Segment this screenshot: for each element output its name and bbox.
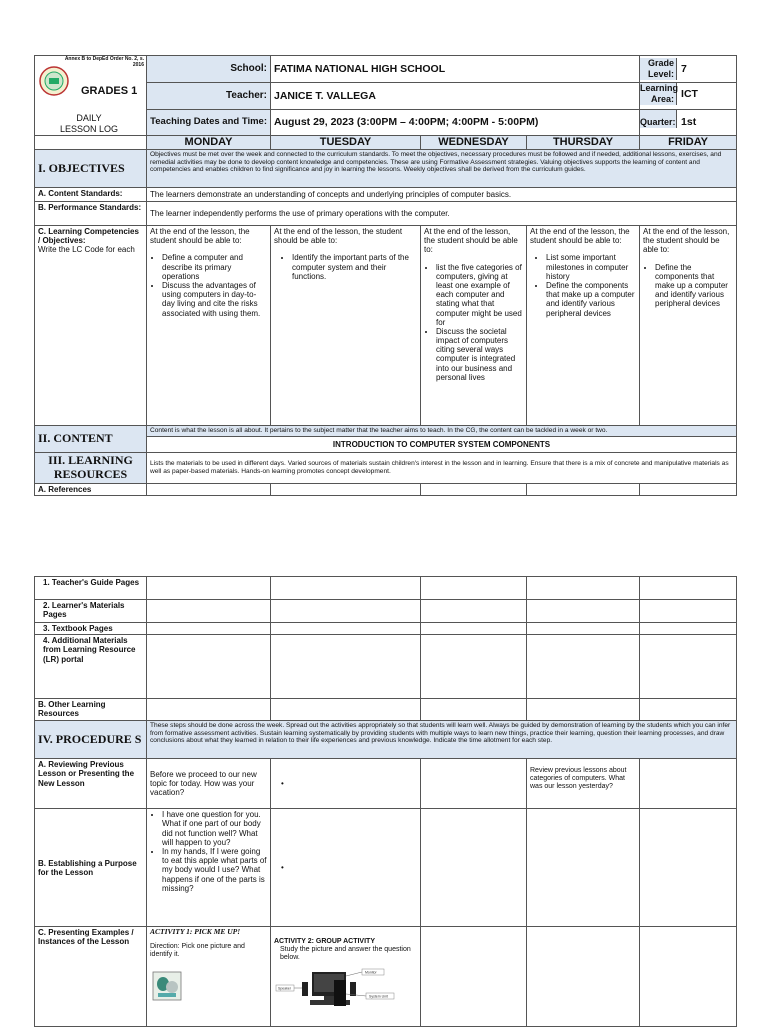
thursday-intro: At the end of the lesson, the student should be able to: (530, 227, 630, 246)
additional-materials-label: 4. Additional Materials from Learning Resource (LR) portal (35, 635, 147, 699)
list-item: • list the five categories of computers, giving at least one example of each computer and stating what that computer might be used for (436, 263, 523, 327)
thursday-objectives (527, 226, 640, 426)
teacher-value: JANICE T. VALLEGA (271, 83, 640, 110)
competencies-sub: Write the LC Code for each (38, 245, 135, 255)
blank-day-corner (35, 136, 147, 150)
computer-system-diagram (274, 966, 398, 1010)
teacher-label: Teacher: (147, 83, 271, 110)
quarter-value: 1st (681, 116, 697, 128)
annex-text: Annex B to DepEd Order No. 2, s. 2016 (64, 56, 144, 68)
school-label: School: (147, 56, 271, 83)
monday-intro: At the end of the lesson, the student should be able to: (150, 227, 250, 246)
list-item: • Discuss the societal impact of computers citing several ways computer is integrated into our business and personal lives (436, 327, 523, 382)
friday-intro: At the end of the lesson, the student should be able to: (643, 227, 730, 255)
list-item: • Identify the important parts of the computer system and their functions. (292, 253, 417, 281)
purpose-label: B. Establishing a Purpose for the Lesson (35, 809, 147, 927)
content-standards-value: The learners demonstrate an understanding of concepts and underlying principles of computer basics. (147, 188, 737, 202)
activity-1-direction: Direction: Pick one picture and identify it. (150, 942, 245, 958)
textbook-pages-label: 3. Textbook Pages (35, 623, 147, 635)
competencies-label: C. Learning Competencies / Objectives: (38, 227, 139, 246)
reviewing-label: A. Reviewing Previous Lesson or Presenting the New Lesson (35, 759, 147, 809)
objectives-note: Objectives must be met over the week and connected to the curriculum standards. To meet the objectives, necessary procedures must be followed and if needed, additional lessons, exercises, and remedial activities may be done to develop content knowledge and competencies. These are using Formative Assessment strategies. Valuing objectives supports the learning of content and competencies and enables children to find significance and joy in learning the lessons. Weekly objectives shall be derived from the curriculum guides. (147, 150, 737, 188)
day-thursday: THURSDAY (527, 136, 640, 150)
monday-objectives (147, 226, 271, 426)
reviewing-tuesday-bullet: • (271, 759, 421, 809)
grade-level-value: 7 (681, 63, 687, 76)
tuesday-objectives (271, 226, 421, 426)
reviewing-thursday: Review previous lessons about categories of computers. What was our lesson yesterday? (527, 759, 640, 809)
procedures-title: IV. PROCEDURE S (35, 721, 147, 759)
resources-note: Lists the materials to be used in different days. Varied sources of materials sustain children's interest in the lesson and in learning. Ensure that there is a mix of concrete and manipulative materials as well as paper-based materials. Hands-on learning promotes concept development. (147, 453, 737, 484)
purpose-tuesday-bullet: • (271, 809, 421, 927)
presenting-label: C. Presenting Examples / Instances of the Lesson (35, 927, 147, 1027)
day-tuesday: TUESDAY (271, 136, 421, 150)
list-item: • List some important milestones in computer history (546, 253, 636, 281)
activity-2-direction: Study the picture and answer the question below. (280, 946, 411, 962)
deped-header (35, 56, 147, 136)
grade-level-label: Grade Level: (640, 58, 677, 80)
learning-area-value: ICT (681, 88, 698, 100)
area-cell (640, 83, 737, 110)
day-friday: FRIDAY (640, 136, 737, 150)
content-topic: INTRODUCTION TO COMPUTER SYSTEM COMPONENTS (147, 437, 737, 453)
competencies-cell (35, 226, 147, 426)
lesson-log-table-page2 (34, 576, 737, 1027)
deped-seal-icon (39, 66, 69, 96)
list-item: • Define the components that make up a computer and identify various peripheral devices (546, 281, 636, 318)
presenting-monday (147, 927, 271, 1027)
label-speaker: Speaker (278, 986, 292, 991)
grade-label (640, 56, 737, 83)
presenting-tuesday (271, 927, 421, 1027)
performance-standards-label: B. Performance Standards: (35, 202, 147, 226)
learners-materials-label: 2. Learner's Materials Pages (35, 600, 147, 623)
content-standards-label: A. Content Standards: (35, 188, 147, 202)
day-monday: MONDAY (147, 136, 271, 150)
dates-value: August 29, 2023 (3:00PM – 4:00PM; 4:00PM - 5:00PM) (271, 110, 640, 136)
wednesday-intro: At the end of the lesson, the student should be able to: (424, 227, 518, 255)
list-item: • I have one question for you. What if one part of our body did not function well? What will happen to you? (162, 810, 267, 847)
school-value: FATIMA NATIONAL HIGH SCHOOL (271, 56, 640, 83)
lesson-log-table-page1 (34, 55, 737, 496)
reviewing-monday: Before we proceed to our new topic for today. How was your vacation? (147, 759, 271, 809)
list-item: • In my hands, If I were going to eat this apple what parts of my body would I use? What happens if one of the parts is missing? (162, 847, 267, 893)
list-item: • Define the components that make up a computer and identify various peripheral devices (655, 263, 733, 309)
dates-label: Teaching Dates and Time: (147, 110, 271, 136)
grades-label: GRADES 1 (81, 85, 138, 97)
list-item: • Define a computer and describe its primary operations (162, 253, 267, 281)
teachers-guide-label: 1. Teacher's Guide Pages (35, 577, 147, 600)
dll-label: DAILY LESSON LOG (59, 113, 119, 134)
references-label: A. References (35, 483, 147, 495)
activity-1-title: ACTIVITY 1: PICK ME UP! (150, 927, 241, 937)
list-item: • Discuss the advantages of using computers in day-to-day living and cite the risks associated with using them. (162, 281, 267, 318)
resources-title: III. LEARNING RESOURCES (35, 453, 147, 484)
performance-standards-value: The learner independently performs the use of primary operations with the computer. (147, 202, 737, 226)
quarter-cell (640, 110, 737, 136)
procedures-note: These steps should be done across the week. Spread out the activities appropriately so that students will learn well. Always be guided by demonstration of learning by the students which you can infer from formative assessment activities. Sustain learning systematically by providing students with multiple ways to learn new things, practice their learning, question their learning processes, and draw conclusions about what they learned in relation to their life experiences and previous knowledge. Indicate the time allotment for each step. (147, 721, 737, 759)
content-title: II. CONTENT (35, 426, 147, 453)
wednesday-objectives (421, 226, 527, 426)
objectives-title: I. OBJECTIVES (35, 150, 147, 188)
day-wednesday: WEDNESDAY (421, 136, 527, 150)
purpose-monday (147, 809, 271, 927)
other-resources-label: B. Other Learning Resources (35, 699, 147, 721)
label-system-unit: System Unit (369, 994, 388, 999)
content-note: Content is what the lesson is all about. It pertains to the subject matter that the teacher aims to teach. In the CG, the content can be tackled in a week or two. (147, 426, 737, 437)
quarter-label: Quarter: (640, 110, 677, 128)
friday-objectives (640, 226, 737, 426)
picture-card-image (152, 971, 182, 1001)
tuesday-intro: At the end of the lesson, the student should be able to: (274, 227, 403, 246)
learning-area-label: Learning Area: (640, 83, 679, 104)
activity-2-title: ACTIVITY 2: GROUP ACTIVITY (274, 938, 375, 946)
label-monitor: Monitor (365, 970, 377, 975)
